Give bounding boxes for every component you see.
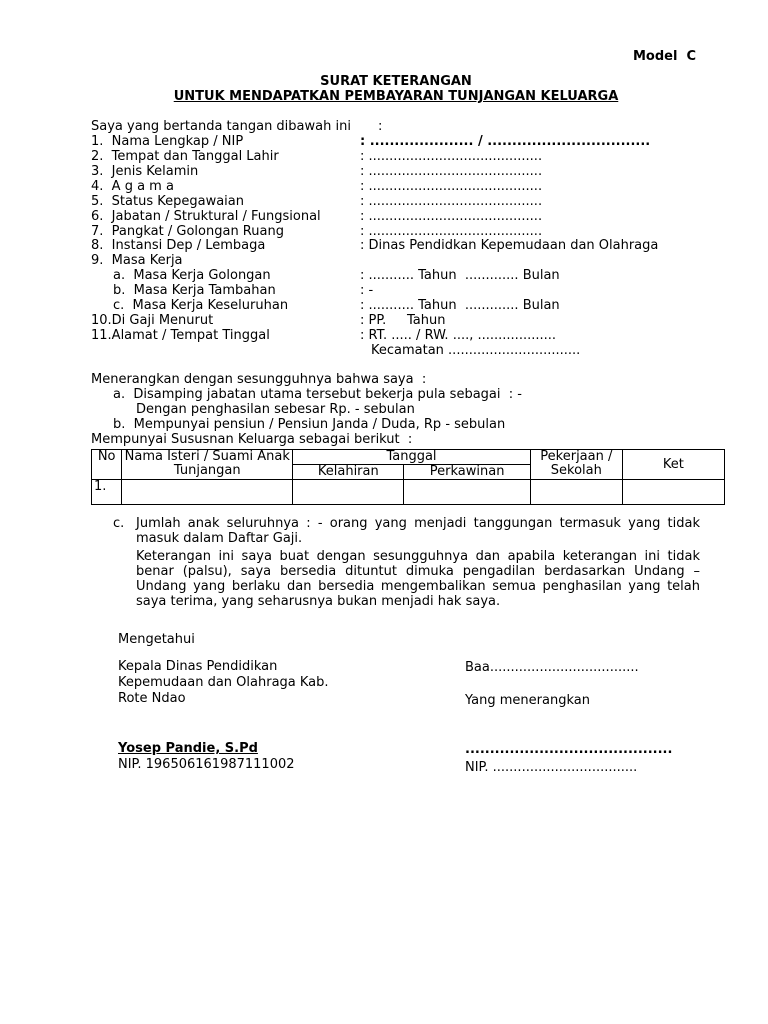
document-subtitle: UNTUK MENDAPATKAN PEMBAYARAN TUNJANGAN KELUARGA <box>173 89 619 104</box>
field-label-mk-golongan: a. Masa Kerja Golongan <box>113 268 271 283</box>
declaration-heading: Menerangkan dengan sesungguhnya bahwa saya : <box>91 372 427 387</box>
declaration-b-line: b. Mempunyai pensiun / Pensiun Janda / Duda, Rp - sebulan <box>113 417 506 432</box>
field-value-mk-keseluruhan: : ........... Tahun ............. Bulan <box>360 298 560 313</box>
col-header-no: No <box>92 450 122 480</box>
field-value-jabatan: : .......................................... <box>360 209 543 224</box>
field-label-instansi: 8. Instansi Dep / Lembaga <box>91 238 266 253</box>
model-label: Model C <box>633 49 697 64</box>
table-row <box>92 480 725 505</box>
field-label-agama: 4. A g a m a <box>91 179 174 194</box>
signer-right-place: Baa.................................... <box>465 660 639 675</box>
statement-paragraph: Keterangan ini saya buat dengan sesungguhnya dan apabila keterangan ini tidak benar (palsu), saya bersedia dituntut dimuka pengadilan berdasarkan Undang – Undang yang berlaku dan bersedia mengembalikan semua penghasilan yang telah saya terima, yang seharusnya bukan menjadi hak saya. <box>136 549 700 609</box>
col-header-kelahiran: Kelahiran <box>293 465 404 480</box>
col-header-pekerjaan: Pekerjaan / Sekolah <box>530 450 622 480</box>
signer-left-title1: Kepala Dinas Pendidikan <box>118 659 278 674</box>
field-value-mk-golongan: : ........... Tahun ............. Bulan <box>360 268 560 283</box>
col-header-tanggal: Tanggal <box>293 450 531 465</box>
signer-right-title: Yang menerangkan <box>465 693 590 708</box>
field-value-instansi: : Dinas Pendidkan Kepemudaan dan Olahraga <box>360 238 659 253</box>
field-label-mk-keseluruhan: c. Masa Kerja Keseluruhan <box>113 298 289 313</box>
intro-colon: : <box>378 119 383 134</box>
declaration-a-line1: a. Disamping jabatan utama tersebut bekerja pula sebagai : - <box>113 387 522 402</box>
table-cell-pekerjaan <box>530 480 622 505</box>
field-value-ttl: : .......................................... <box>360 149 543 164</box>
col-header-perkawinan: Perkawinan <box>404 465 530 480</box>
table-cell-ket <box>622 480 724 505</box>
table-cell-no: 1. <box>92 480 122 505</box>
field-value-agama: : .......................................... <box>360 179 543 194</box>
field-label-ttl: 2. Tempat dan Tanggal Lahir <box>91 149 279 164</box>
field-value-gaji: : PP. Tahun <box>360 313 446 328</box>
table-cell-kelahiran <box>293 480 404 505</box>
field-value-nama: : ..................... / ................................. <box>360 134 651 149</box>
field-label-pangkat: 7. Pangkat / Golongan Ruang <box>91 224 284 239</box>
field-label-gaji: 10.Di Gaji Menurut <box>91 313 214 328</box>
field-value-status: : .......................................... <box>360 194 543 209</box>
field-label-mk-tambahan: b. Masa Kerja Tambahan <box>113 283 276 298</box>
field-value-jenis-kelamin: : .......................................... <box>360 164 543 179</box>
table-cell-perkawinan <box>404 480 530 505</box>
table-cell-name <box>122 480 293 505</box>
signer-left-title3: Rote Ndao <box>118 691 186 706</box>
family-heading: Mempunyai Sususnan Keluarga sebagai berikut : <box>91 432 413 447</box>
signer-right-name: .......................................... <box>465 742 673 757</box>
mengetahui-label: Mengetahui <box>118 632 195 647</box>
signer-left-nip: NIP. 196506161987111002 <box>118 757 295 772</box>
col-header-name: Nama Isteri / Suami Anak Tunjangan <box>122 450 293 480</box>
col-header-ket: Ket <box>622 450 724 480</box>
family-table <box>91 449 725 505</box>
intro-text: Saya yang bertanda tangan dibawah ini <box>91 119 351 134</box>
field-label-alamat: 11.Alamat / Tempat Tinggal <box>91 328 270 343</box>
field-label-masa-kerja: 9. Masa Kerja <box>91 253 183 268</box>
field-label-jabatan: 6. Jabatan / Struktural / Fungsional <box>91 209 321 224</box>
signer-left-title2: Kepemudaan dan Olahraga Kab. <box>118 675 329 690</box>
field-value-mk-tambahan: : - <box>360 283 374 298</box>
field-value-pangkat: : .......................................... <box>360 224 543 239</box>
signer-left-name: Yosep Pandie, S.Pd <box>118 741 258 756</box>
field-label-nama: 1. Nama Lengkap / NIP <box>91 134 244 149</box>
declaration-a-line2: Dengan penghasilan sebesar Rp. - sebulan <box>136 402 415 417</box>
field-value-kecamatan: Kecamatan ................................ <box>371 343 581 358</box>
field-label-jenis-kelamin: 3. Jenis Kelamin <box>91 164 199 179</box>
field-label-status: 5. Status Kepegawaian <box>91 194 244 209</box>
paragraph-c-text: Jumlah anak seluruhnya : - orang yang menjadi tanggungan termasuk yang tidak masuk dalam Daftar Gaji. <box>136 516 700 546</box>
signer-right-nip: NIP. ................................... <box>465 760 638 775</box>
document-title: SURAT KETERANGAN <box>320 74 472 89</box>
field-value-alamat: : RT. ..... / RW. ...., ................... <box>360 328 557 343</box>
paragraph-c-label: c. <box>113 516 125 531</box>
